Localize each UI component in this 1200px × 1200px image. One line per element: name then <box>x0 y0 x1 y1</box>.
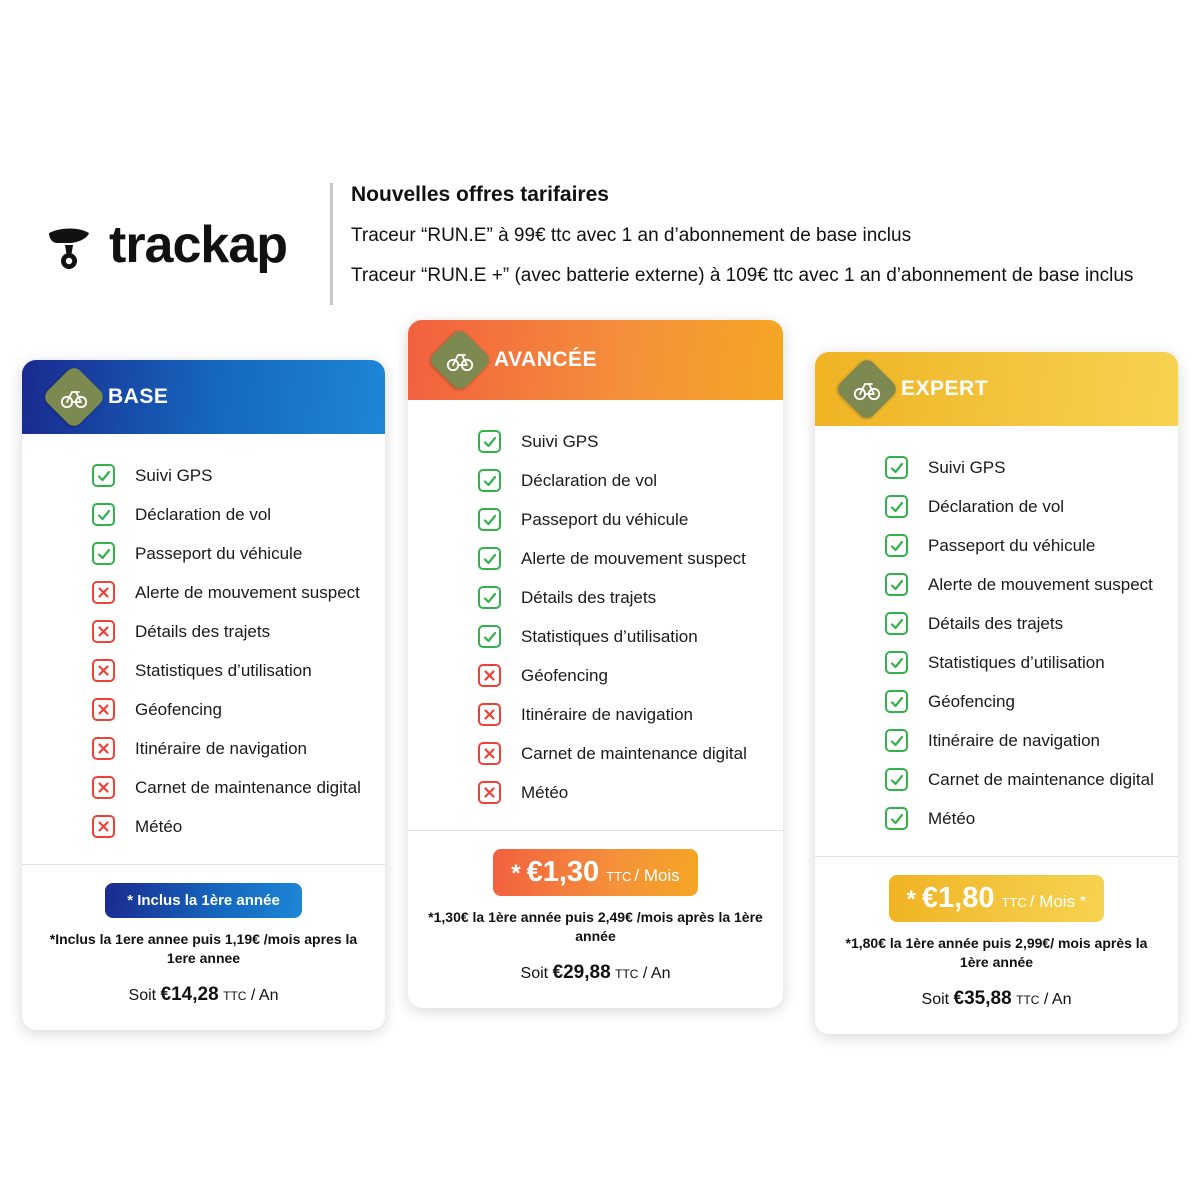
check-icon <box>885 534 908 557</box>
price-year-ttc: TTC <box>223 988 247 1003</box>
price-star: * <box>511 860 521 887</box>
list-item <box>815 526 1178 565</box>
feature-label: Passeport du véhicule <box>521 509 689 529</box>
price-ttc: TTC <box>606 869 632 884</box>
cross-icon <box>92 815 115 838</box>
feature-label: Suivi GPS <box>521 431 599 451</box>
feature-label: Météo <box>521 782 569 802</box>
plan-header-base <box>22 360 385 434</box>
list-item <box>22 534 385 573</box>
price-year-suffix: / An <box>642 964 671 982</box>
feature-label: Suivi GPS <box>928 457 1006 477</box>
check-icon <box>478 430 501 453</box>
plan-header-avancee <box>408 320 783 400</box>
feature-label: Carnet de maintenance digital <box>928 769 1154 789</box>
check-icon <box>478 547 501 570</box>
list-item <box>408 656 783 695</box>
price-amount: €1,30 <box>526 856 600 888</box>
list-item <box>815 799 1178 838</box>
check-icon <box>478 625 501 648</box>
list-item <box>408 461 783 500</box>
feature-label: Géofencing <box>521 665 608 685</box>
feature-label: Détails des trajets <box>928 613 1064 633</box>
price-badge[interactable] <box>105 883 302 918</box>
list-item <box>22 729 385 768</box>
page-header <box>0 175 1200 305</box>
feature-label: Statistiques d’utilisation <box>135 660 312 680</box>
brand-logo <box>0 175 330 273</box>
offer-line-2: Traceur “RUN.E +” (avec batterie externe) à 109€ ttc avec 1 an d’abonnement de base inclus <box>351 265 1134 286</box>
list-item <box>408 422 783 461</box>
price-year-prefix: Soit <box>921 990 950 1008</box>
cross-icon <box>92 737 115 760</box>
list-item <box>408 500 783 539</box>
feature-label: Itinéraire de navigation <box>521 704 694 724</box>
list-item <box>408 539 783 578</box>
check-icon <box>478 586 501 609</box>
list-item <box>408 578 783 617</box>
check-icon <box>885 651 908 674</box>
feature-label: Suivi GPS <box>135 465 213 485</box>
price-year-ttc: TTC <box>615 966 639 981</box>
price-badge[interactable] <box>889 875 1105 922</box>
cross-icon <box>92 620 115 643</box>
bike-badge-icon <box>437 337 483 383</box>
plan-title-avancee: AVANCÉE <box>494 348 598 371</box>
price-period: / Mois * <box>1029 892 1087 911</box>
list-item <box>22 768 385 807</box>
offers-block <box>330 183 1133 305</box>
price-year-amount: €29,88 <box>552 961 611 983</box>
feature-label: Carnet de maintenance digital <box>521 743 747 763</box>
cross-icon <box>478 664 501 687</box>
price-ttc: TTC <box>1001 895 1027 910</box>
brand-name: trackap <box>109 216 287 274</box>
list-item <box>408 617 783 656</box>
list-item <box>408 695 783 734</box>
price-year <box>426 962 765 984</box>
check-icon <box>478 508 501 531</box>
list-item <box>815 721 1178 760</box>
offers-title: Nouvelles offres tarifaires <box>351 183 609 206</box>
price-area-expert <box>815 857 1178 1034</box>
price-pill-text: * Inclus la 1ère année <box>127 892 280 909</box>
price-note: *1,30€ la 1ère année puis 2,49€ /mois après la 1ère année <box>428 909 763 944</box>
feature-label: Alerte de mouvement suspect <box>928 574 1153 594</box>
check-icon <box>885 729 908 752</box>
price-area-avancee <box>408 831 783 1008</box>
check-icon <box>885 495 908 518</box>
list-item <box>815 682 1178 721</box>
list-item <box>815 448 1178 487</box>
list-item <box>22 651 385 690</box>
check-icon <box>92 464 115 487</box>
check-icon <box>885 807 908 830</box>
feature-label: Itinéraire de navigation <box>928 730 1101 750</box>
price-year-prefix: Soit <box>520 964 549 982</box>
check-icon <box>92 542 115 565</box>
cross-icon <box>478 781 501 804</box>
list-item <box>815 604 1178 643</box>
list-item <box>22 456 385 495</box>
feature-label: Statistiques d’utilisation <box>521 626 698 646</box>
feature-label: Détails des trajets <box>521 587 657 607</box>
check-icon <box>885 456 908 479</box>
list-item <box>815 643 1178 682</box>
price-year-ttc: TTC <box>1016 992 1040 1007</box>
plan-card-expert[interactable] <box>815 352 1178 1034</box>
plan-card-base[interactable] <box>22 360 385 1030</box>
feature-label: Alerte de mouvement suspect <box>135 582 360 602</box>
cross-icon <box>92 659 115 682</box>
price-year <box>833 988 1160 1010</box>
feature-label: Carnet de maintenance digital <box>135 777 361 797</box>
list-item <box>815 760 1178 799</box>
check-icon <box>478 469 501 492</box>
check-icon <box>885 768 908 791</box>
cross-icon <box>478 742 501 765</box>
feature-label: Déclaration de vol <box>135 504 272 524</box>
feature-label: Météo <box>928 808 976 828</box>
price-area-base <box>22 865 385 1030</box>
price-badge[interactable] <box>493 849 698 896</box>
bike-badge-icon <box>844 366 890 412</box>
list-item <box>815 487 1178 526</box>
price-amount: €1,80 <box>921 882 995 914</box>
cross-icon <box>92 776 115 799</box>
trackap-pin-icon <box>43 217 99 273</box>
price-note: *Inclus la 1ere annee puis 1,19€ /mois apres la 1ere annee <box>49 931 358 966</box>
feature-list-base <box>22 434 385 865</box>
list-item <box>22 690 385 729</box>
cross-icon <box>92 581 115 604</box>
price-period: / Mois <box>634 866 680 885</box>
list-item <box>815 565 1178 604</box>
plan-title-expert: EXPERT <box>901 377 989 400</box>
list-item <box>408 734 783 773</box>
feature-label: Géofencing <box>135 699 222 719</box>
price-year-suffix: / An <box>250 986 279 1004</box>
feature-label: Géofencing <box>928 691 1015 711</box>
price-year <box>40 984 367 1006</box>
bike-badge-icon <box>51 374 97 420</box>
feature-label: Déclaration de vol <box>521 470 658 490</box>
price-star: * <box>906 886 916 913</box>
feature-label: Météo <box>135 816 183 836</box>
price-year-suffix: / An <box>1043 990 1072 1008</box>
cross-icon <box>478 703 501 726</box>
feature-label: Déclaration de vol <box>928 496 1065 516</box>
feature-list-expert <box>815 426 1178 857</box>
offer-line-1: Traceur “RUN.E” à 99€ ttc avec 1 an d’abonnement de base inclus <box>351 225 912 246</box>
price-year-amount: €14,28 <box>160 983 219 1005</box>
feature-list-avancee <box>408 400 783 831</box>
check-icon <box>885 690 908 713</box>
feature-label: Statistiques d’utilisation <box>928 652 1105 672</box>
feature-label: Alerte de mouvement suspect <box>521 548 746 568</box>
plan-card-avancee[interactable] <box>408 320 783 1008</box>
price-year-prefix: Soit <box>128 986 157 1004</box>
check-icon <box>92 503 115 526</box>
check-icon <box>885 612 908 635</box>
feature-label: Détails des trajets <box>135 621 271 641</box>
list-item <box>22 612 385 651</box>
feature-label: Itinéraire de navigation <box>135 738 308 758</box>
price-year-amount: €35,88 <box>953 987 1012 1009</box>
list-item <box>22 573 385 612</box>
list-item <box>22 495 385 534</box>
cross-icon <box>92 698 115 721</box>
list-item <box>408 773 783 812</box>
plan-header-expert <box>815 352 1178 426</box>
list-item <box>22 807 385 846</box>
plan-title-base: BASE <box>108 385 169 408</box>
feature-label: Passeport du véhicule <box>928 535 1096 555</box>
check-icon <box>885 573 908 596</box>
price-note: *1,80€ la 1ère année puis 2,99€/ mois après la 1ère année <box>845 935 1148 970</box>
feature-label: Passeport du véhicule <box>135 543 303 563</box>
